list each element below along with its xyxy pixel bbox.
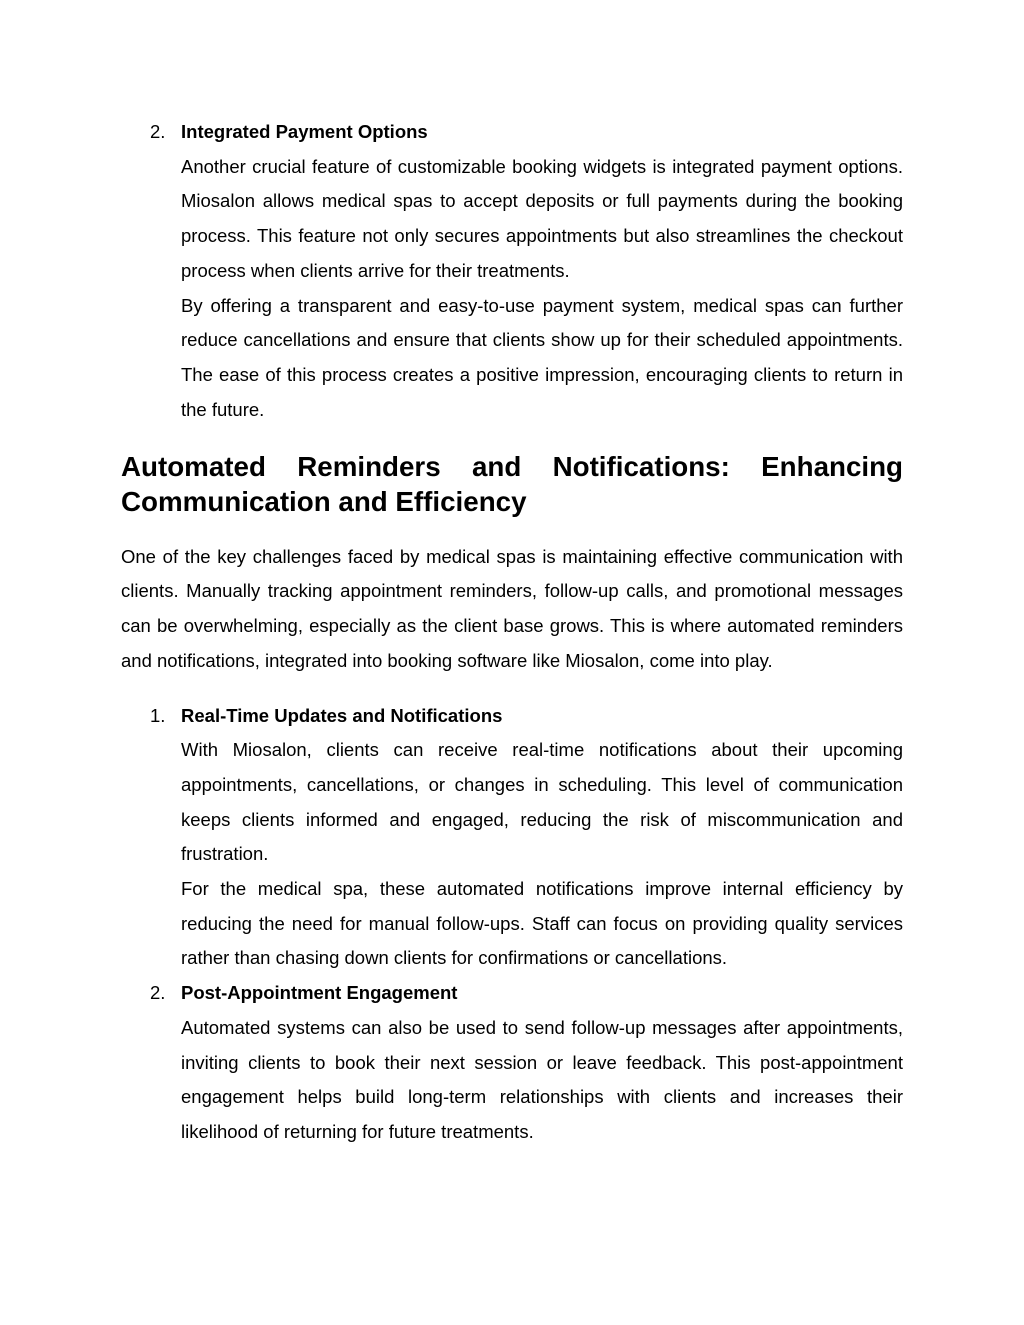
list-item-real-time-updates — [121, 699, 903, 977]
list-item-paragraph: For the medical spa, these automated notifications improve internal efficiency by reducing the need for manual follow-ups. Staff can focus on providing quality services rather than chasing down clients for confirmations or cancellations. — [181, 878, 903, 969]
list-item-paragraph: Another crucial feature of customizable booking widgets is integrated payment options. Miosalon allows medical spas to accept deposits or full payments during the booking process. This feature not only secures appointments but also streamlines the checkout process when clients arrive for their treatments. — [181, 155, 903, 281]
list-item-paragraph: By offering a transparent and easy-to-use payment system, medical spas can further reduce cancellations and ensure that clients show up for their scheduled appointments. The ease of this process creates a positive impression, encouraging clients to return in the future. — [181, 294, 903, 420]
document-page — [121, 115, 903, 1150]
list-item-title: Post-Appointment Engagement — [181, 982, 458, 1004]
intro-paragraph: One of the key challenges faced by medical spas is maintaining effective communication with clients. Manually tracking appointment reminders, follow-up calls, and promotional messages can be overwhelming, especially as the client base grows. This is where automated reminders and notifications, integrated into booking software like Miosalon, come into play. — [121, 545, 903, 671]
list-item-number: 1. — [150, 704, 166, 726]
list-item-post-appointment-engagement — [121, 976, 903, 1150]
list-item-paragraph: With Miosalon, clients can receive real-time notifications about their upcoming appointments, cancellations, or changes in scheduling. This level of communication keeps clients informed and engaged, reducing the risk of miscommunication and frustration. — [181, 739, 903, 865]
list-item-number: 2. — [150, 982, 166, 1004]
list-item-paragraph: Automated systems can also be used to send follow-up messages after appointments, inviting clients to book their next session or leave feedback. This post-appointment engagement helps build long-term relationships with clients and increases their likelihood of returning for future treatments. — [181, 1016, 903, 1142]
list-item-integrated-payment-options — [121, 115, 903, 427]
section-heading: Automated Reminders and Notifications: Enhancing Communication and Efficiency — [121, 451, 903, 518]
list-item-number: 2. — [150, 121, 166, 142]
list-item-title: Integrated Payment Options — [181, 121, 428, 142]
numbered-list — [121, 699, 903, 1150]
list-item-title: Real-Time Updates and Notifications — [181, 704, 503, 726]
